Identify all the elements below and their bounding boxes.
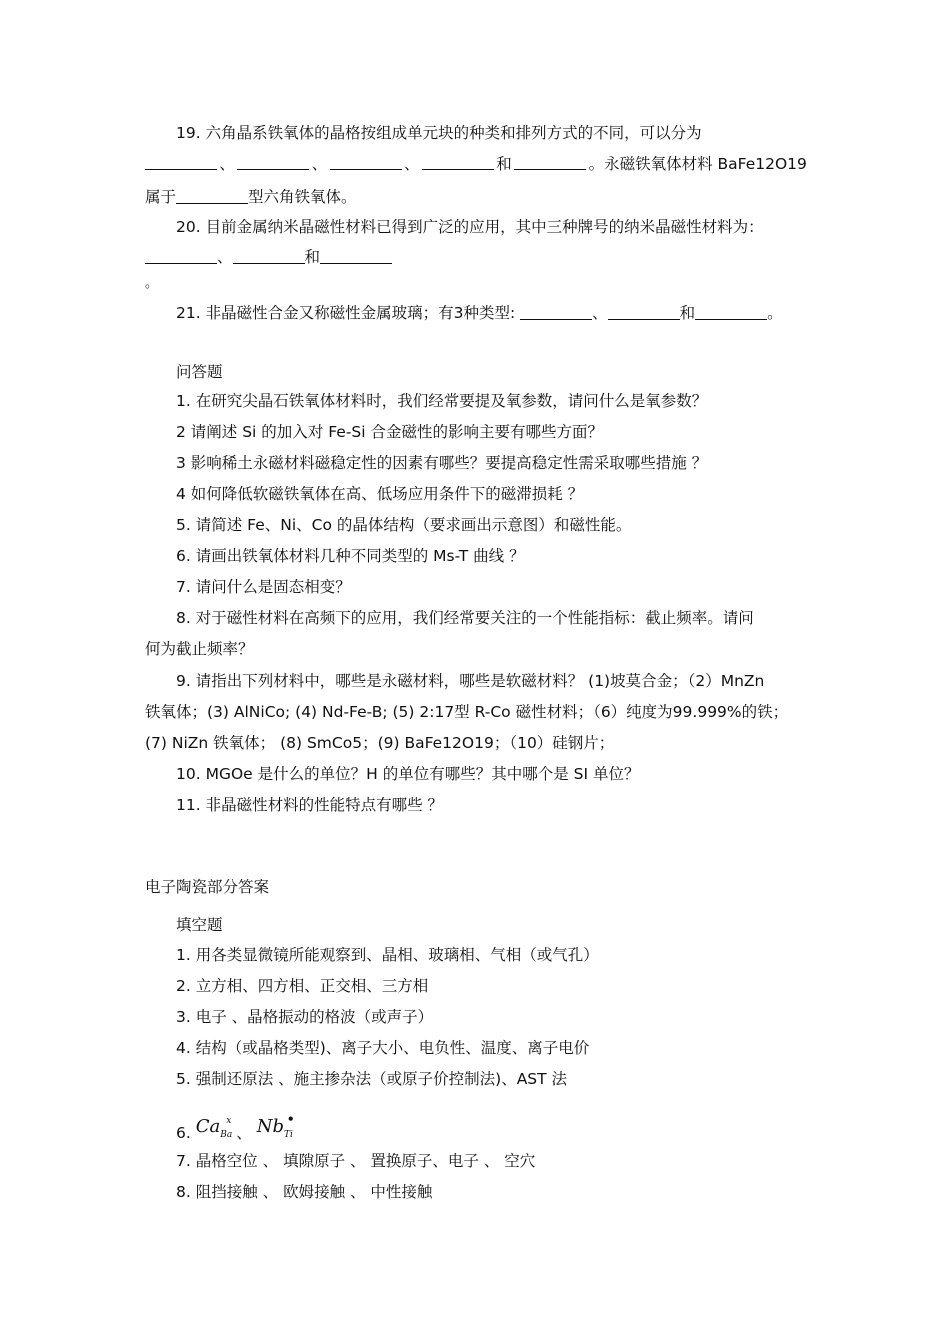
answer-item: 3. 电子 、晶格振动的格波（或声子） [176, 1008, 434, 1026]
qa-item-8-line2: 何为截止频率？ [145, 640, 254, 658]
answer-blank [176, 187, 248, 204]
q20-line1: 20. 目前金属纳米晶磁性材料已得到广泛的应用，其中三种牌号的纳米晶磁性材料为： [176, 218, 764, 236]
answer-blank [520, 303, 592, 320]
answer-blank [145, 153, 217, 170]
qa-item-10: 10. MGOe 是什么的单位？H 的单位有哪些？其中哪个是 SI 单位？ [176, 765, 640, 783]
qa-item: 2 请阐述 Si 的加入对 Fe-Si 合金磁性的影响主要有哪些方面？ [176, 423, 603, 441]
qa-item-9-line2: 铁氧体；(3) AlNiCo; (4) Nd-Fe-B; (5) 2:17型 R-Co 磁性材料；（6）纯度为99.999%的铁； [145, 703, 789, 721]
answer-item: 4. 结构（或晶格类型)、离子大小、电负性、温度、离子电价 [176, 1039, 590, 1057]
qa-item: 1. 在研究尖晶石铁氧体材料时，我们经常要提及氧参数，请问什么是氧参数？ [176, 392, 708, 410]
qa-item-8-line1: 8. 对于磁性材料在高频下的应用，我们经常要关注的一个性能指标：截止频率。请问 [176, 609, 754, 627]
qa-item: 3 影响稀土永磁材料磁稳定性的因素有哪些？要提高稳定性需采取哪些措施 ？ [176, 454, 708, 472]
answer-blank [145, 247, 217, 264]
answer-item: 2. 立方相、四方相、正交相、三方相 [176, 977, 429, 995]
answer-item: 1. 用各类显微镜所能观察到、晶相、玻璃相、气相（或气孔） [176, 946, 599, 964]
qa-item: 4 如何降低软磁铁氧体在高、低场应用条件下的磁滞损耗 ？ [176, 485, 584, 503]
q19-line3: 属于 型六角铁氧体。 [145, 188, 357, 206]
q20-line3: 。 [145, 276, 159, 291]
answer-blank [330, 153, 402, 170]
qa-item: 6. 请画出铁氧体材料几种不同类型的 Ms-T 曲线 ？ [176, 547, 525, 565]
answer-item: 8. 阻挡接触 、 欧姆接触 、 中性接触 [176, 1183, 433, 1201]
answer-item: 7. 晶格空位 、 填隙原子 、 置换原子、电子 、 空穴 [176, 1152, 536, 1170]
answer-blank [514, 153, 586, 170]
q19-line1: 19. 六角晶系铁氧体的晶格按组成单元块的种类和排列方式的不同，可以分为 [176, 124, 702, 142]
answer-item: 5. 强制还原法 、施主掺杂法（或原子价控制法)、AST 法 [176, 1070, 568, 1088]
section-title-fill: 填空题 [176, 916, 223, 934]
answer-blank [233, 247, 305, 264]
qa-item-9-line1: 9. 请指出下列材料中，哪些是永磁材料，哪些是软磁材料？ (1)坡莫合金；（2）MnZn [176, 672, 765, 690]
section-title-qa: 问答题 [176, 363, 223, 381]
answer-item-6: 6. $Ca_{Ba}^x$ 、 $Nb_{Ti}^•$ [176, 1112, 295, 1142]
qa-item-11: 11. 非晶磁性材料的性能特点有哪些 ？ [176, 796, 444, 814]
qa-item: 7. 请问什么是固态相变？ [176, 578, 351, 596]
qa-item-9-line3: (7) NiZn 铁氧体； (8) SmCo5；(9) BaFe12O19；（10）硅钢片； [145, 734, 615, 752]
q20-line2: 、 和 [145, 246, 807, 268]
answer-blank [237, 153, 309, 170]
answer-blank [320, 247, 392, 264]
formula-ca-ba: $Ca_{Ba}^x$ [195, 1116, 233, 1140]
formula-nb-ti: $Nb_{Ti}^•$ [256, 1112, 295, 1140]
answer-blank [608, 303, 680, 320]
answer-blank [422, 153, 494, 170]
q19-line2: 、 、 、 和 。永磁铁氧体材料 BaFe12O19 [145, 153, 807, 175]
qa-item: 5. 请简述 Fe、Ni、Co 的晶体结构（要求画出示意图）和磁性能。 [176, 516, 632, 534]
answer-blank [695, 303, 767, 320]
section-title-answers: 电子陶瓷部分答案 [145, 878, 270, 896]
q21-line: 21. 非晶磁性合金又称磁性金属玻璃；有3种类型: 、 和 。 [176, 304, 783, 322]
